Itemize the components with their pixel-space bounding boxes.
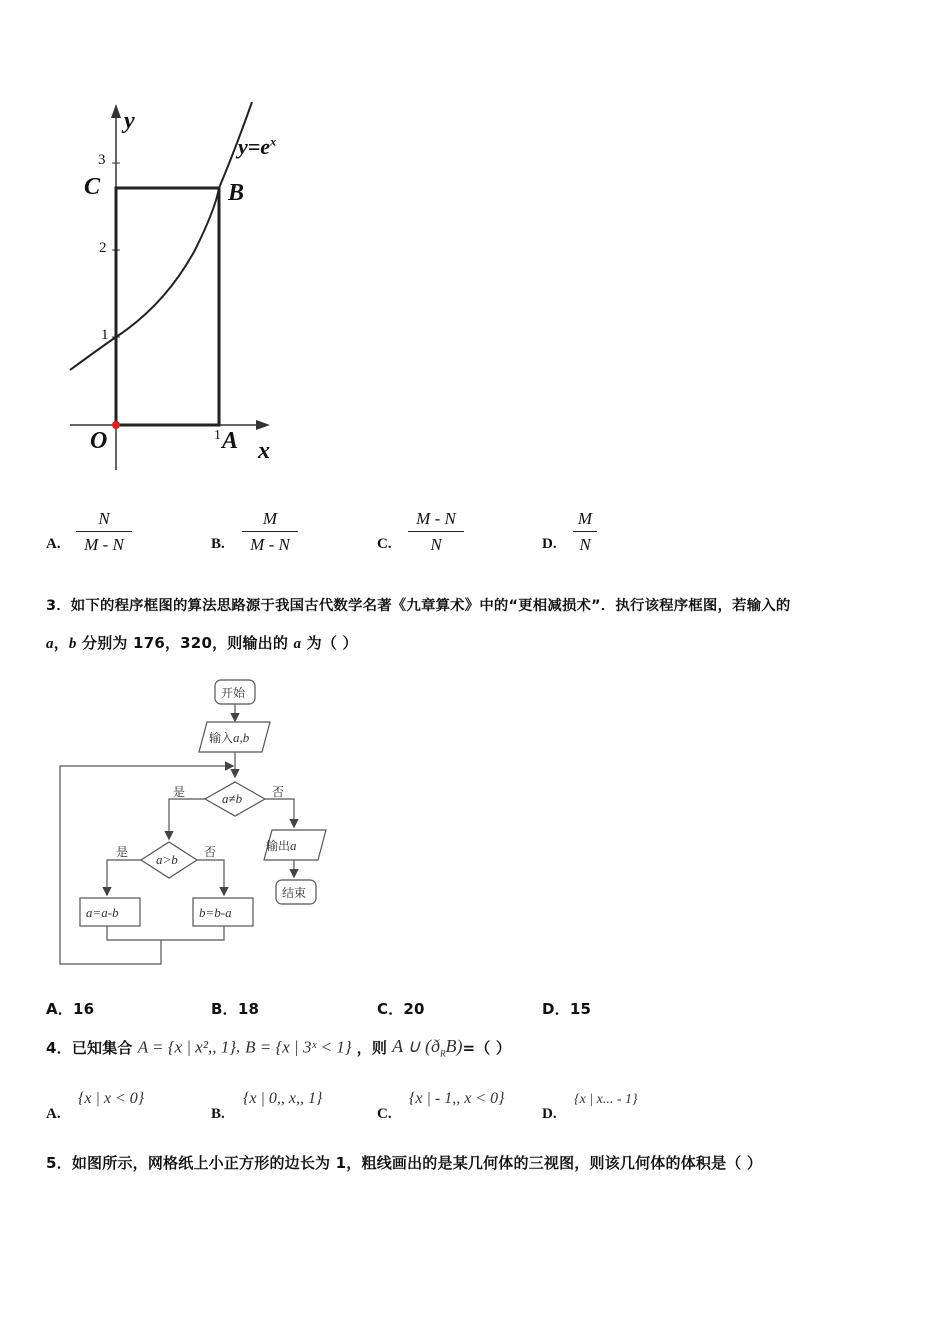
x-axis-arrow [256,420,270,430]
q4-then: ，则 [356,1038,388,1057]
fc-yes1: 是 [173,785,186,799]
denominator: M - N [84,535,124,554]
q4-option-d-value: {x | x... - 1} [574,1092,638,1107]
q4-prefix: 4．已知集合 [46,1038,133,1057]
q4-set-b: B = {x | 3ˣ < 1} [245,1037,352,1057]
q2-option-c-letter: C. [377,536,392,552]
q3-option-c: C．20 [377,1000,425,1018]
q3-line1: 3．如下的程序框图的算法思路源于我国古代数学名著《九章算术》中的“更相减损术”．执行该程序框图，若输入的 [46,598,791,614]
var-b: b [68,636,77,652]
tick-label-3: 3 [98,152,106,168]
y-axis-label: y [124,108,135,134]
q2-option-a-letter: A. [46,536,61,552]
q2-option-c-fraction [408,508,464,556]
x-axis-label: x [258,438,270,464]
point-label-a: A [222,428,239,454]
flowchart [50,672,340,972]
q2-option-d-fraction [573,508,597,556]
q4-tail: =（ ） [462,1038,512,1057]
fc-input-label: 输入a,b [209,730,250,745]
fc-yes2: 是 [116,845,129,859]
point-label-b: B [228,180,245,206]
q4-option-a-value: {x | x < 0} [78,1090,145,1107]
origin-point [112,421,120,429]
q4-option-d-letter: D. [542,1106,557,1122]
text-end: 为（ ） [301,634,358,652]
fc-no1: 否 [272,785,285,799]
curve-label: $y=e^x$ [238,134,277,159]
tick-label-2: 2 [99,240,107,256]
numerator: M [577,509,593,528]
numerator: N [98,509,110,528]
q2-option-d-letter: D. [542,536,557,552]
fc-output-label: 输出a [266,838,297,853]
fc-no2: 否 [204,845,217,859]
q4-option-b-letter: B. [211,1106,225,1122]
var-a: a [46,636,54,652]
q4-expression: A ∪ $(ð_RB)$ [392,1036,463,1059]
y-axis-arrow [111,104,121,118]
rectangle-oabc [116,188,219,425]
fc-box-left-label: a=a-b [86,905,119,920]
tick-label-x1: 1 [214,428,221,443]
q3-line2 [46,632,358,653]
q2-option-a-fraction [76,508,132,556]
q4-sep: , [236,1038,240,1056]
fc-start-label: 开始 [221,686,246,700]
separator: ， [53,634,69,652]
q4-option-c-value: {x | - 1,, x < 0} [409,1090,505,1107]
denominator: N [579,535,591,554]
q3-option-b: B．18 [211,1000,260,1018]
q4-option-c-letter: C. [377,1106,392,1122]
q2-option-b-letter: B. [211,536,225,552]
q4-option-a-letter: A. [46,1106,61,1122]
exp-curve [70,102,252,370]
q5-stem: 5．如图所示，网格纸上小正方形的边长为 1，粗线画出的是某几何体的三视图，则该几何体的体积是（ ） [46,1154,763,1172]
numerator: M - N [416,509,456,528]
fc-box-right-label: b=b-a [199,905,232,920]
fc-cond2-label: a>b [156,852,178,867]
var-a-output: a [293,636,302,652]
fc-cond1-label: a≠b [222,791,243,806]
denominator: N [430,535,442,554]
q3-option-d: D．15 [542,1000,592,1018]
denominator: M - N [250,535,290,554]
point-label-c: C [84,174,101,200]
q3-option-a: A．16 [46,1000,95,1018]
exponential-graph [0,0,320,480]
q4-set-a: A = {x | x²,, 1} [137,1037,236,1057]
text-mid: 分别为 176，320，则输出的 [76,634,294,652]
q4-option-b-value: {x | 0,, x,, 1} [243,1090,323,1107]
fc-end-label: 结束 [282,886,307,900]
tick-label-1: 1 [101,327,109,343]
numerator: M [262,509,278,528]
point-label-o: O [90,428,108,454]
loop-back-line [60,766,232,964]
q2-option-b-fraction [242,508,298,556]
q4-stem [46,1036,511,1070]
